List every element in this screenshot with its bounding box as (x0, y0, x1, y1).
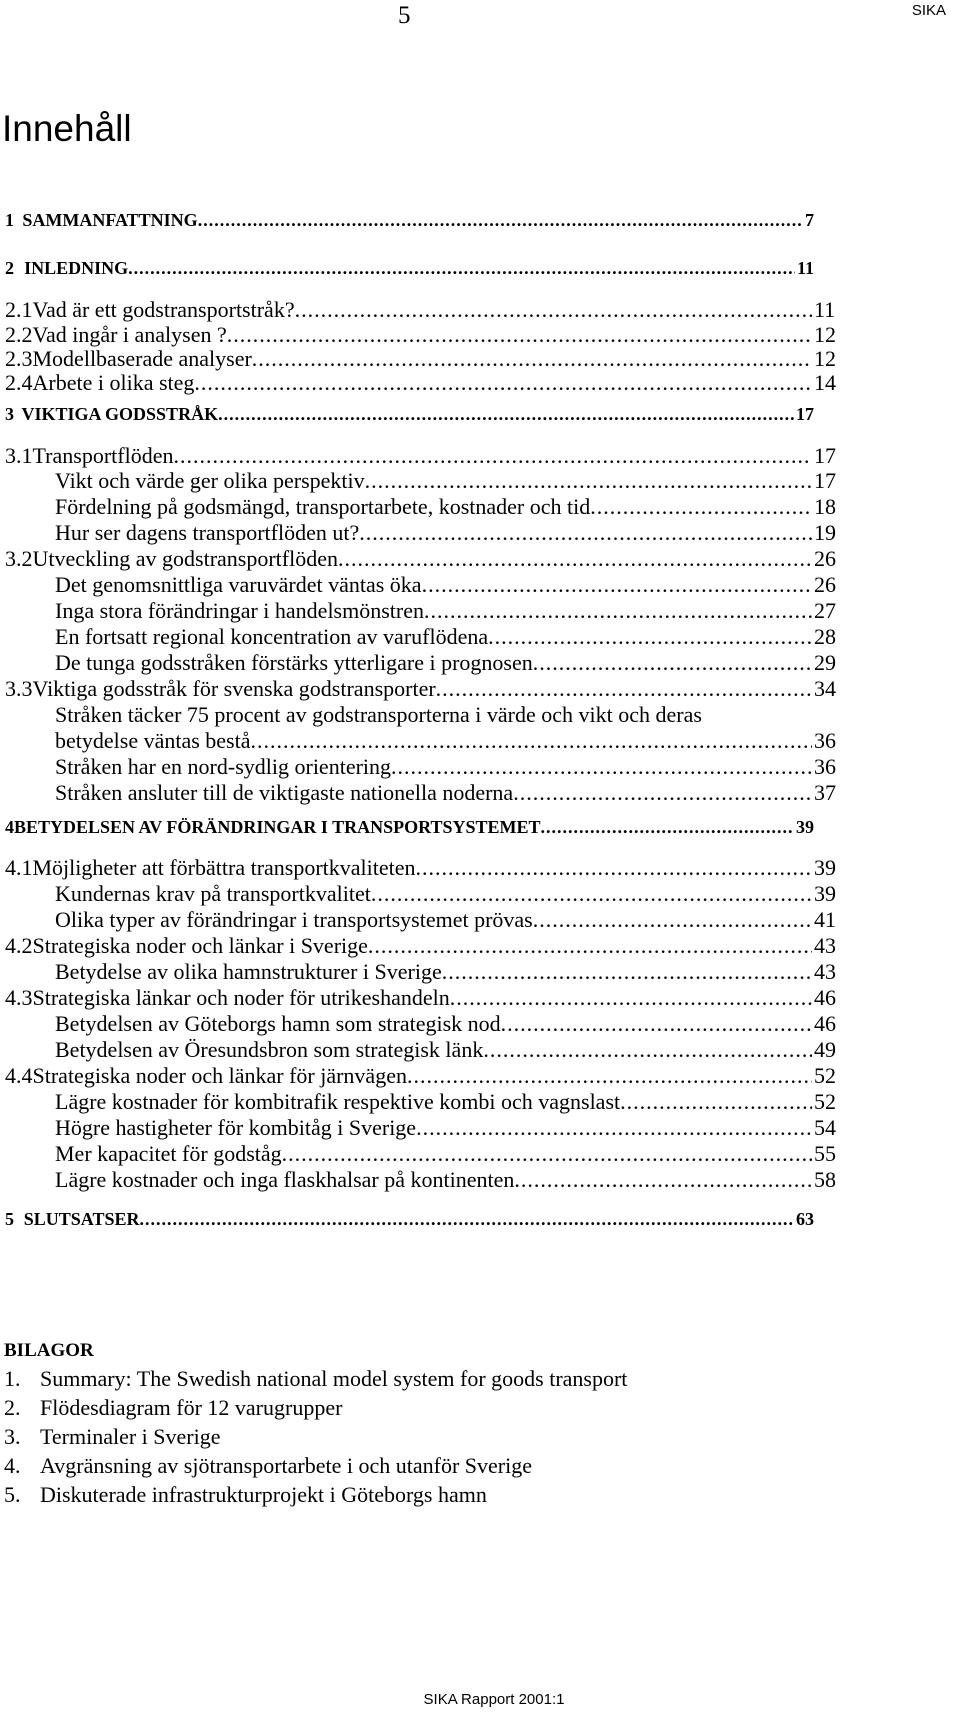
toc-entry[interactable] (0, 855, 960, 881)
toc-entry-page: 17 (814, 468, 836, 493)
toc-leader-dots (139, 1209, 794, 1230)
toc-entry[interactable] (0, 297, 960, 323)
toc-entry[interactable] (0, 1115, 960, 1141)
toc-entry-page: 18 (814, 494, 836, 519)
toc-entry-number: 2.4 (5, 370, 33, 395)
toc-entry-page: 46 (814, 1011, 836, 1036)
toc-entry-page: 7 (805, 210, 814, 230)
toc-entry-number: 4.2 (5, 933, 33, 958)
toc-entry[interactable] (0, 754, 960, 780)
toc-entry-title: Hur ser dagens transportflöden ut? (55, 520, 360, 545)
toc-entry[interactable] (0, 520, 960, 546)
toc-entry-number: 3.1 (5, 443, 33, 468)
toc-entry-title: Strategiska noder och länkar för järnvägen (32, 1063, 407, 1088)
toc-entry-number: 4 (5, 817, 14, 837)
toc-entry-page: 43 (814, 959, 836, 984)
toc-entry-page: 55 (814, 1141, 836, 1166)
toc-entry-title: Transportflöden (32, 443, 174, 468)
toc-entry-title: Strategiska noder och länkar i Sverige (32, 933, 368, 958)
toc-entry[interactable] (0, 907, 960, 933)
brand-label: SIKA (911, 2, 946, 19)
toc-entry-title: VIKTIGA GODSSTRÅK (21, 404, 219, 424)
footer (0, 1691, 960, 1713)
toc-entry-page: 34 (814, 676, 836, 701)
toc-entry[interactable] (0, 494, 960, 520)
toc-entry[interactable] (0, 933, 960, 959)
toc-entry[interactable] (0, 370, 960, 396)
toc-entry-number: 2.1 (5, 297, 33, 322)
toc-entry-title: Lägre kostnader för kombitrafik respektive kombi och vagnslast (55, 1089, 621, 1114)
toc-entry[interactable] (0, 443, 960, 469)
toc-entry-title: betydelse väntas bestå (55, 728, 251, 753)
toc-entry[interactable] (0, 1037, 960, 1063)
toc-entry-number: 4.3 (5, 985, 33, 1010)
toc-entry-page: 26 (814, 572, 836, 597)
toc-entry-number: 4.4 (5, 1063, 33, 1088)
toc-entry-title: Lägre kostnader och inga flaskhalsar på kontinenten (55, 1167, 515, 1192)
toc-entry-page: 11 (796, 258, 814, 278)
toc-entry-title: Stråken täcker 75 procent av godstransporterna i värde och vikt och deras (55, 702, 702, 727)
appendix-item (4, 1424, 221, 1450)
toc-entry-title: Möjligheter att förbättra transportkvaliteten (32, 855, 416, 880)
toc-entry-page: 39 (814, 855, 836, 880)
toc-entry-title: SLUTSATSER (23, 1209, 140, 1229)
toc-entry-page: 41 (814, 907, 836, 932)
toc-entry-title: Inga stora förändringar i handelsmönstren (55, 598, 424, 623)
toc-entry-title: Det genomsnittliga varuvärdet väntas öka (55, 572, 422, 597)
toc-entry-page: 37 (814, 780, 836, 805)
toc-entry-title: BETYDELSEN AV FÖRÄNDRINGAR I TRANSPORTSYSTEMET (14, 817, 541, 837)
toc-entry-title: Kundernas krav på transportkvalitet (55, 881, 371, 906)
toc-entry-title: Fördelning på godsmängd, transportarbete, kostnader och tid (55, 494, 591, 519)
toc-entry[interactable] (0, 676, 960, 702)
appendix-item-title: Flödesdiagram för 12 varugrupper (40, 1395, 343, 1420)
toc-entry-page: 52 (814, 1063, 836, 1088)
toc-entry-number: 2.3 (5, 346, 33, 371)
toc-entry-page: 17 (814, 443, 836, 468)
toc-entry[interactable] (0, 346, 960, 372)
toc-leader-dots (128, 258, 795, 279)
appendix-item-number: 5. (4, 1482, 21, 1507)
toc-entry-number: 3.3 (5, 676, 33, 701)
appendix-item (4, 1366, 627, 1392)
toc-entry-title: Betydelsen av Öresundsbron som strategisk länk (55, 1037, 484, 1062)
toc-entry[interactable] (0, 985, 960, 1011)
toc-entry[interactable] (0, 728, 960, 754)
toc-entry-page: 17 (796, 404, 814, 424)
toc-entry-page: 39 (796, 817, 814, 837)
toc-entry-page: 36 (814, 728, 836, 753)
toc-entry[interactable] (0, 322, 960, 348)
toc-entry-page: 12 (814, 322, 836, 347)
toc-entry-page: 43 (814, 933, 836, 958)
toc-entry[interactable] (0, 780, 960, 806)
toc-entry-page: 46 (814, 985, 836, 1010)
toc-leader-dots (541, 817, 795, 838)
toc-entry[interactable] (0, 258, 960, 279)
toc-entry-title: Modellbaserade analyser (32, 346, 252, 371)
toc-entry-title: Mer kapacitet för godståg (55, 1141, 282, 1166)
toc-entry-number: 5 (5, 1209, 14, 1229)
toc-entry-title: Betydelsen av Göteborgs hamn som strategisk nod (55, 1011, 501, 1036)
toc-entry[interactable] (0, 1141, 960, 1167)
toc-entry-title: Vikt och värde ger olika perspektiv (55, 468, 365, 493)
toc-entry-page: 28 (814, 624, 836, 649)
toc-entry-page: 29 (814, 650, 836, 675)
toc-entry-page: 63 (796, 1209, 814, 1229)
toc-entry[interactable] (0, 598, 960, 624)
appendix-item-title: Terminaler i Sverige (40, 1424, 221, 1449)
toc-entry-title: De tunga godsstråken förstärks ytterligare i prognosen (55, 650, 533, 675)
toc-entry-title: Stråken ansluter till de viktigaste nationella noderna (55, 780, 514, 805)
toc-entry-number: 3 (5, 404, 14, 424)
toc-entry-title: En fortsatt regional koncentration av varuflödena (55, 624, 489, 649)
toc-entry-page: 27 (814, 598, 836, 623)
toc-entry[interactable] (0, 650, 960, 676)
appendix-item (4, 1482, 487, 1508)
toc-leader-dots (198, 210, 803, 231)
toc-entry[interactable] (0, 210, 960, 231)
toc-entry-number: 2.2 (5, 322, 33, 347)
toc-entry[interactable] (0, 702, 960, 728)
toc-entry[interactable] (0, 1209, 960, 1230)
toc-entry-title: Utveckling av godstransportflöden (32, 546, 338, 571)
toc-leader-dots (218, 404, 794, 425)
toc-entry-page: 14 (814, 370, 836, 395)
toc-entry-page: 49 (814, 1037, 836, 1062)
appendix-item (4, 1453, 532, 1479)
toc-entry-title: Stråken har en nord-sydlig orientering (55, 754, 392, 779)
toc-entry-title: Högre hastigheter för kombitåg i Sverige (55, 1115, 417, 1140)
toc-entry[interactable] (0, 1167, 960, 1193)
toc-entry-page: 12 (814, 346, 836, 371)
toc-entry-number: 3.2 (5, 546, 33, 571)
toc-entry[interactable] (0, 572, 960, 598)
toc-entry[interactable] (0, 404, 960, 425)
toc-entry[interactable] (0, 1063, 960, 1089)
toc-entry-page: 19 (814, 520, 836, 545)
appendix-item-title: Summary: The Swedish national model system for goods transport (40, 1366, 628, 1391)
toc-entry-page: 39 (814, 881, 836, 906)
toc-entry-page: 52 (814, 1089, 836, 1114)
toc-entry[interactable] (0, 1011, 960, 1037)
toc-entry-page: 54 (814, 1115, 836, 1140)
toc-entry[interactable] (0, 959, 960, 985)
toc-entry-title: Olika typer av förändringar i transportsystemet prövas (55, 907, 533, 932)
toc-entry[interactable] (0, 546, 960, 572)
toc-entry-title: SAMMANFATTNING (22, 210, 198, 230)
footer-text: SIKA Rapport 2001:1 (423, 1691, 565, 1708)
toc-entry[interactable] (0, 881, 960, 907)
toc-entry[interactable] (0, 1089, 960, 1115)
appendix-item-number: 1. (4, 1366, 21, 1391)
page-number: 5 (398, 2, 411, 29)
toc-entry-number: 2 (5, 258, 14, 278)
toc-entry-title: Vad är ett godstransportstråk? (32, 297, 295, 322)
toc-entry-number: 4.1 (5, 855, 33, 880)
toc-entry-title: Viktiga godsstråk för svenska godstransporter (32, 676, 436, 701)
toc-entry[interactable] (0, 624, 960, 650)
appendix-item (4, 1395, 342, 1421)
appendix-item-title: Avgränsning av sjötransportarbete i och utanför Sverige (40, 1453, 533, 1478)
toc-entry-page: 11 (814, 297, 836, 322)
toc-entry-page: 36 (814, 754, 836, 779)
toc-entry-page: 58 (814, 1167, 836, 1192)
toc-entry-title: Betydelse av olika hamnstrukturer i Sverige (55, 959, 442, 984)
appendix-item-number: 3. (4, 1424, 21, 1449)
page-title: Innehåll (2, 108, 132, 149)
toc-entry-number: 1 (5, 210, 14, 230)
toc-entry-title: INLEDNING (24, 258, 129, 278)
appendix-title: BILAGOR (4, 1340, 94, 1361)
toc-entry-title: Arbete i olika steg (32, 370, 195, 395)
appendix-item-title: Diskuterade infrastrukturprojekt i Göteborgs hamn (40, 1482, 487, 1507)
toc-entry-page: 26 (814, 546, 836, 571)
toc-entry-title: Vad ingår i analysen ? (32, 322, 227, 347)
appendix-item-number: 4. (4, 1453, 21, 1478)
toc-entry[interactable] (0, 817, 960, 838)
toc-entry[interactable] (0, 468, 960, 494)
toc-entry-title: Strategiska länkar och noder för utrikeshandeln (32, 985, 450, 1010)
appendix-item-number: 2. (4, 1395, 21, 1420)
